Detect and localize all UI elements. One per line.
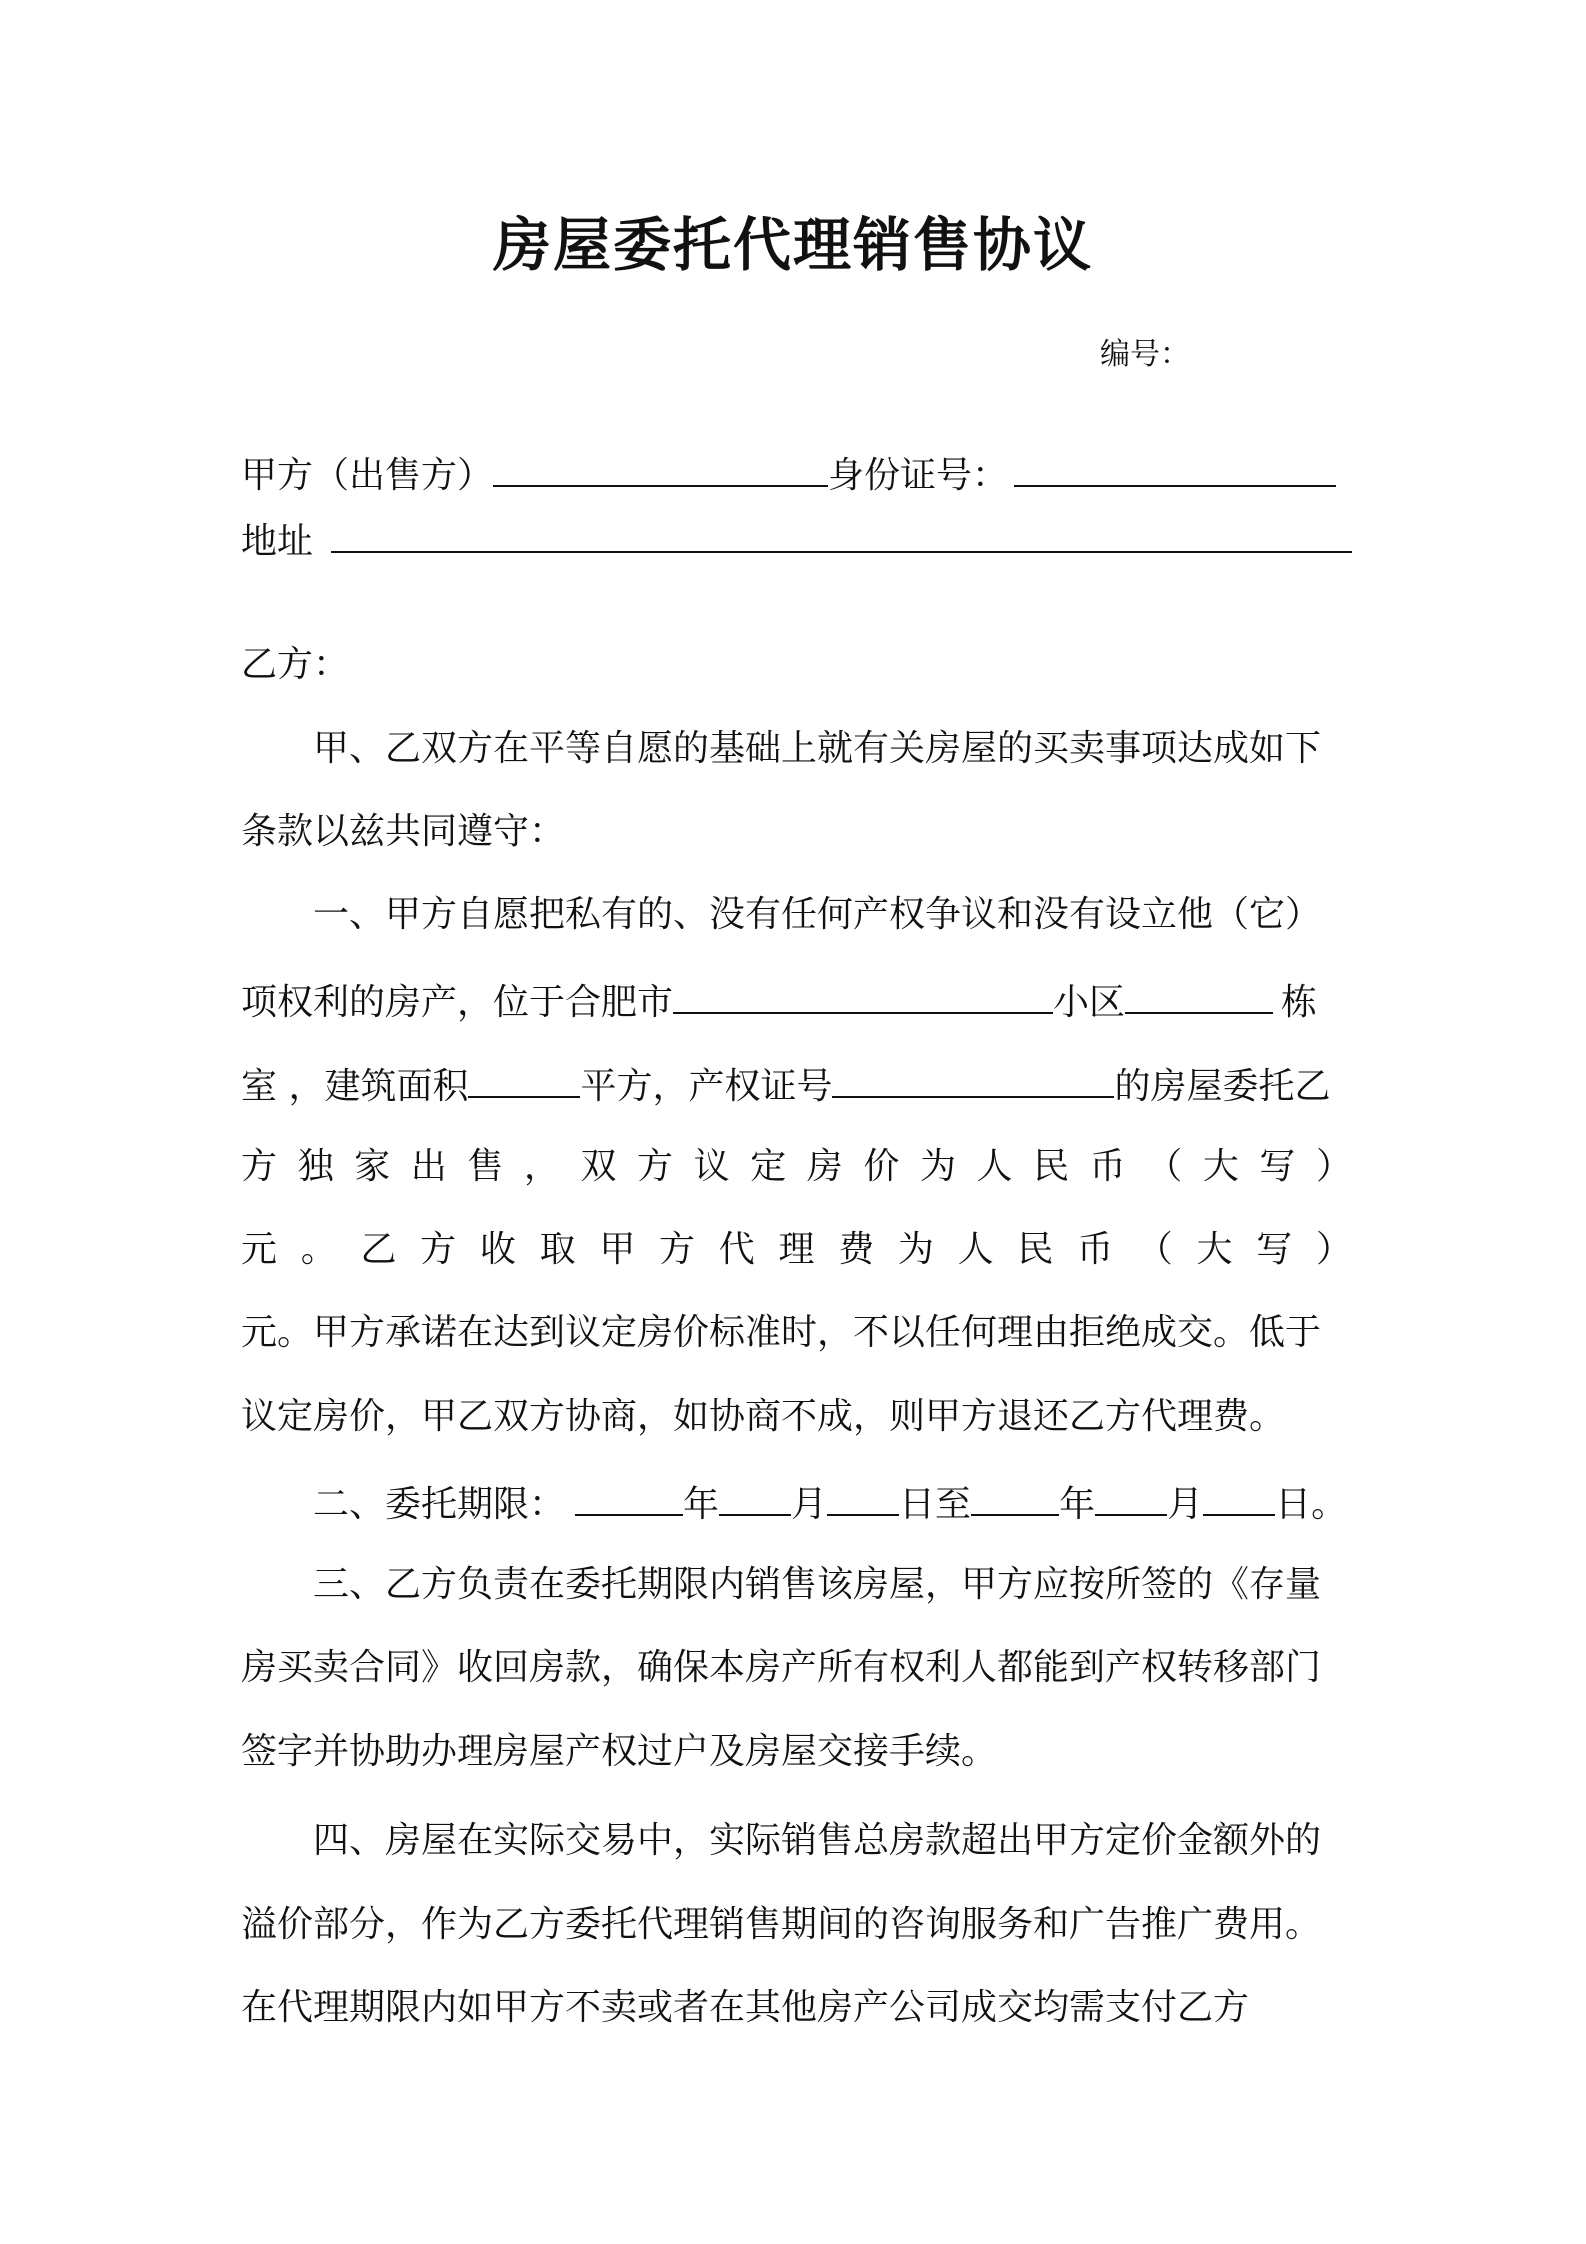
clause3-line-3: 签字并协助办理房屋产权过户及房屋交接手续。	[241, 1731, 998, 1772]
justified-char: 方	[659, 1229, 696, 1270]
end-month-blank[interactable]	[1095, 1476, 1167, 1516]
justified-char: 费	[838, 1229, 875, 1270]
justified-char: 独	[297, 1146, 334, 1187]
entrust-text: 的房屋委托乙	[1114, 1066, 1331, 1107]
certificate-number-blank[interactable]	[832, 1058, 1114, 1098]
justified-char: 大	[1202, 1146, 1239, 1187]
clause1-line-7: 议定房价，甲乙双方协商，如协商不成，则甲方退还乙方代理费。	[241, 1396, 1286, 1437]
party-a-id-label: 身份证号：	[828, 455, 1009, 496]
clause1-line-6: 元。甲方承诺在达到议定房价标准时，不以任何理由拒绝成交。低于	[241, 1312, 1322, 1353]
community-label: 小区	[1053, 982, 1126, 1023]
clause1-location-label: 项权利的房产，位于合肥市	[241, 982, 674, 1023]
party-a-id-blank[interactable]	[1014, 447, 1336, 487]
start-year-blank[interactable]	[575, 1476, 683, 1516]
clause2-line	[241, 1476, 1347, 1530]
justified-char: （	[1146, 1146, 1183, 1187]
justified-char: 家	[354, 1146, 391, 1187]
start-month-blank[interactable]	[719, 1476, 791, 1516]
justified-char: 代	[718, 1229, 755, 1270]
clause4-line-1: 四、房屋在实际交易中，实际销售总房款超出甲方定价金额外的	[313, 1820, 1322, 1861]
clause1-line-1: 一、甲方自愿把私有的、没有任何产权争议和没有设立他（它）	[313, 894, 1322, 935]
justified-char: ）	[1315, 1229, 1352, 1270]
clause3-line-2: 房买卖合同》收回房款，确保本房产所有权利人都能到产权转移部门	[241, 1647, 1322, 1688]
justified-char: 双	[580, 1146, 617, 1187]
community-name-blank[interactable]	[673, 974, 1053, 1014]
justified-char: 写	[1256, 1229, 1293, 1270]
clause4-line-2: 溢价部分，作为乙方委托代理销售期间的咨询服务和广告推广费用。	[241, 1904, 1322, 1945]
party-b-label: 乙方：	[241, 644, 350, 685]
address-blank[interactable]	[331, 513, 1352, 553]
justified-char: 民	[1017, 1229, 1054, 1270]
intro-line-1: 甲、乙双方在平等自愿的基础上就有关房屋的买卖事项达成如下	[313, 728, 1322, 769]
start-day-to-label: 日至	[899, 1484, 972, 1525]
party-a-address-line	[241, 513, 1352, 567]
justified-char: 乙	[360, 1229, 397, 1270]
clause1-line-4	[241, 1142, 1352, 1192]
justified-char: 方	[241, 1146, 278, 1187]
justified-char: （	[1136, 1229, 1173, 1270]
justified-char: 方	[637, 1146, 674, 1187]
clause1-line-2	[241, 974, 1317, 1028]
justified-char: 房	[806, 1146, 843, 1187]
justified-char: 为	[897, 1229, 934, 1270]
justified-char: 甲	[599, 1229, 636, 1270]
justified-char: 写	[1259, 1146, 1296, 1187]
certificate-label: 平方，产权证号	[580, 1066, 833, 1107]
clause1-line-5	[241, 1225, 1352, 1275]
document-title: 房屋委托代理销售协议	[492, 211, 1093, 279]
justified-char: 售	[467, 1146, 504, 1187]
clause1-line-3	[241, 1058, 1330, 1112]
end-year-label: 年	[1059, 1484, 1096, 1525]
justified-char: 出	[410, 1146, 447, 1187]
area-blank[interactable]	[468, 1058, 580, 1098]
justified-char: 人	[957, 1229, 994, 1270]
justified-char: 币	[1077, 1229, 1114, 1270]
justified-char: 元	[241, 1229, 278, 1270]
intro-line-2: 条款以兹共同遵守：	[241, 811, 566, 852]
justified-char: 收	[479, 1229, 516, 1270]
room-area-label: 室 ，建筑面积	[241, 1066, 469, 1107]
justified-char: ，	[523, 1146, 560, 1187]
justified-char: 民	[1033, 1146, 1070, 1187]
start-month-label: 月	[791, 1484, 828, 1525]
clause3-line-1: 三、乙方负责在委托期限内销售该房屋，甲方应按所签的《存量	[313, 1564, 1322, 1605]
party-a-label: 甲方（出售方）	[241, 455, 494, 496]
start-year-label: 年	[683, 1484, 720, 1525]
end-year-blank[interactable]	[971, 1476, 1059, 1516]
justified-char: 币	[1089, 1146, 1126, 1187]
justified-char: 。	[300, 1229, 337, 1270]
justified-char: 议	[693, 1146, 730, 1187]
building-label: 栋	[1281, 982, 1318, 1023]
address-label: 地址	[241, 521, 314, 562]
justified-char: 取	[539, 1229, 576, 1270]
justified-char: 人	[976, 1146, 1013, 1187]
justified-char: 大	[1196, 1229, 1233, 1270]
serial-number-label: 编号：	[1100, 337, 1190, 372]
end-day-blank[interactable]	[1203, 1476, 1275, 1516]
start-day-blank[interactable]	[827, 1476, 899, 1516]
justified-char: 方	[420, 1229, 457, 1270]
party-a-line	[241, 447, 1336, 501]
end-day-label: 日。	[1275, 1484, 1348, 1525]
clause4-line-3: 在代理期限内如甲方不卖或者在其他房产公司成交均需支付乙方	[241, 1987, 1250, 2028]
justified-char: 定	[750, 1146, 787, 1187]
party-a-name-blank[interactable]	[493, 447, 828, 487]
justified-char: 理	[778, 1229, 815, 1270]
term-label: 二、委托期限：	[313, 1484, 566, 1525]
justified-char: 价	[863, 1146, 900, 1187]
justified-char: 为	[919, 1146, 956, 1187]
building-number-blank[interactable]	[1125, 974, 1273, 1014]
end-month-label: 月	[1167, 1484, 1204, 1525]
justified-char: ）	[1315, 1146, 1352, 1187]
